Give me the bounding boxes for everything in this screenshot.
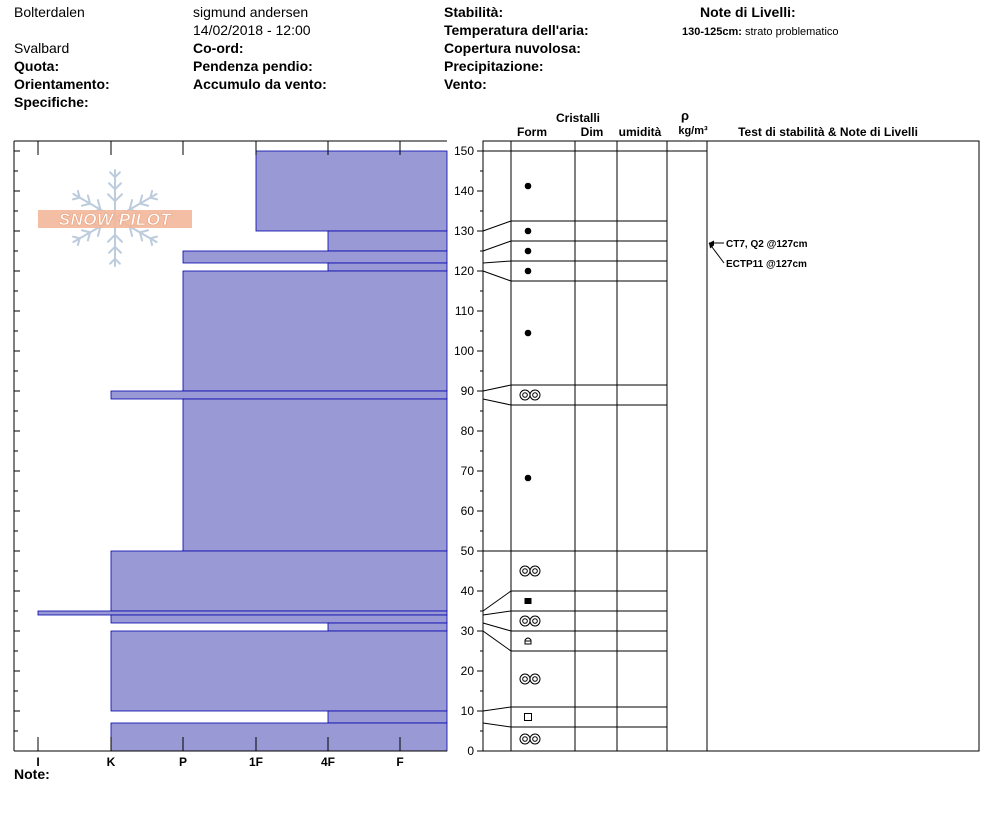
hardness-label: 4F	[320, 755, 336, 769]
hardness-layer	[183, 271, 447, 391]
depth-tick-label: 30	[460, 624, 474, 638]
note-livelli-text: strato problematico	[745, 26, 839, 38]
stability-test-label: CT7, Q2 @127cm	[726, 239, 808, 250]
melt-form-symbol	[523, 737, 528, 742]
rho-header: ρ	[680, 108, 690, 123]
specifiche-label: Specifiche:	[14, 94, 89, 110]
hardness-layer	[328, 263, 447, 271]
depth-tick-label: 120	[453, 264, 474, 278]
rounded-grain-symbol	[525, 248, 532, 255]
stability-test-label: ECTP11 @127cm	[726, 259, 807, 270]
umidita-header: umidità	[618, 125, 662, 139]
tests-header: Test di stabilità & Note di Livelli	[738, 125, 918, 139]
depth-tick-label: 100	[453, 344, 474, 358]
vento-label: Vento:	[444, 76, 487, 92]
layer-connector	[483, 271, 511, 281]
snowpilot-logo	[38, 170, 192, 266]
faceted-symbol	[525, 598, 532, 604]
melt-form-symbol	[530, 566, 540, 576]
depth-tick-label: 60	[460, 504, 474, 518]
hardness-layer	[38, 611, 447, 615]
flake-branch	[108, 194, 115, 201]
flake-branch	[115, 235, 122, 242]
rounded-grain-symbol	[525, 330, 532, 337]
crust-symbol	[525, 638, 531, 644]
flake-branch	[82, 230, 90, 232]
flake-branch	[150, 198, 157, 200]
layer-connector	[483, 623, 511, 631]
hardness-layer	[256, 151, 447, 231]
cristalli-header: Cristalli	[555, 111, 601, 125]
flake-branch	[73, 237, 80, 239]
flake-branch	[108, 235, 115, 242]
hardness-label: F	[396, 755, 404, 769]
hardness-layer	[183, 399, 447, 551]
flake-branch	[140, 230, 148, 232]
coord-label: Co-ord:	[193, 40, 244, 56]
melt-form-symbol	[520, 616, 530, 626]
note-label: Note:	[14, 766, 50, 782]
hardness-layer	[111, 631, 447, 711]
depth-tick-label: 70	[460, 464, 474, 478]
melt-form-symbol	[520, 674, 530, 684]
copertura-label: Copertura nuvolosa:	[444, 40, 581, 56]
hardness-layer	[111, 551, 447, 611]
flake-branch	[73, 198, 80, 200]
hardness-layer	[328, 623, 447, 631]
accumulo-label: Accumulo da vento:	[193, 76, 327, 92]
logo-text: SNOW PILOT	[58, 210, 172, 229]
density-unit-header: kg/m³	[678, 125, 708, 137]
depth-tick-label: 80	[460, 424, 474, 438]
precipitazione-label: Precipitazione:	[444, 58, 544, 74]
rounded-grain-symbol	[525, 268, 532, 275]
melt-form-symbol	[520, 734, 530, 744]
depth-tick-label: 90	[460, 384, 474, 398]
melt-form-symbol	[533, 737, 538, 742]
rounded-grain-symbol	[525, 183, 532, 190]
dim-header: Dim	[580, 125, 604, 139]
layer-connector	[483, 221, 511, 231]
melt-form-symbol	[523, 569, 528, 574]
hardness-label: K	[106, 755, 116, 769]
melt-form-symbol	[533, 619, 538, 624]
table-frame	[483, 141, 979, 751]
hardness-label: 1F	[248, 755, 264, 769]
depth-tick-label: 110	[454, 304, 474, 318]
layer-connector	[483, 241, 511, 251]
form-header: Form	[517, 125, 547, 139]
rounded-grain-symbol	[525, 228, 532, 235]
layer-connector	[483, 591, 511, 611]
flake-branch	[140, 204, 148, 206]
depth-tick-label: 0	[467, 744, 474, 758]
rounded-grain-symbol	[525, 475, 532, 482]
pendenza-label: Pendenza pendio:	[193, 58, 313, 74]
layer-connector	[483, 611, 511, 615]
layer-connector	[483, 261, 511, 263]
melt-form-symbol	[523, 393, 528, 398]
flake-branch	[150, 237, 157, 239]
temperatura-label: Temperatura dell'aria:	[444, 22, 589, 38]
melt-form-symbol	[520, 390, 530, 400]
hardness-label: I	[36, 755, 40, 769]
stabilita-label: Stabilità:	[444, 4, 504, 20]
layer-connector	[483, 631, 511, 651]
melt-form-symbol	[523, 619, 528, 624]
melt-form-symbol	[523, 677, 528, 682]
quota-label: Quota:	[14, 58, 60, 74]
melt-form-symbol	[530, 616, 540, 626]
hardness-label: P	[178, 755, 188, 769]
region: Svalbard	[14, 40, 70, 56]
depth-tick-label: 10	[460, 704, 474, 718]
depth-tick-label: 20	[460, 664, 474, 678]
layer-connector	[483, 723, 511, 727]
flake-branch	[82, 204, 90, 206]
layer-connector	[483, 707, 511, 711]
note-livelli-label: Note di Livelli:	[700, 4, 796, 20]
hardness-layer	[111, 391, 447, 399]
hardness-layer	[328, 231, 447, 251]
layer-connector	[483, 399, 511, 405]
location: Bolterdalen	[14, 4, 85, 20]
melt-form-symbol	[533, 569, 538, 574]
melt-form-symbol	[533, 677, 538, 682]
depth-tick-label: 50	[460, 544, 474, 558]
flake-branch	[115, 194, 122, 201]
melt-form-symbol	[533, 393, 538, 398]
layer-connector	[483, 385, 511, 391]
hardness-layer	[111, 615, 447, 623]
hardness-layer	[328, 711, 447, 723]
depth-tick-label: 140	[453, 184, 474, 198]
depth-tick-label: 150	[453, 144, 474, 158]
melt-form-symbol	[520, 566, 530, 576]
depth-tick-label: 130	[453, 224, 474, 238]
observer: sigmund andersen	[193, 4, 309, 20]
hardness-layer	[111, 723, 447, 751]
faceted-open-symbol	[525, 714, 532, 721]
datetime: 14/02/2018 - 12:00	[193, 22, 311, 38]
note-livelli-range: 130-125cm:	[682, 26, 742, 38]
melt-form-symbol	[530, 674, 540, 684]
melt-form-symbol	[530, 390, 540, 400]
hardness-layer	[183, 251, 447, 263]
depth-tick-label: 40	[460, 584, 474, 598]
orientamento-label: Orientamento:	[14, 76, 110, 92]
melt-form-symbol	[530, 734, 540, 744]
